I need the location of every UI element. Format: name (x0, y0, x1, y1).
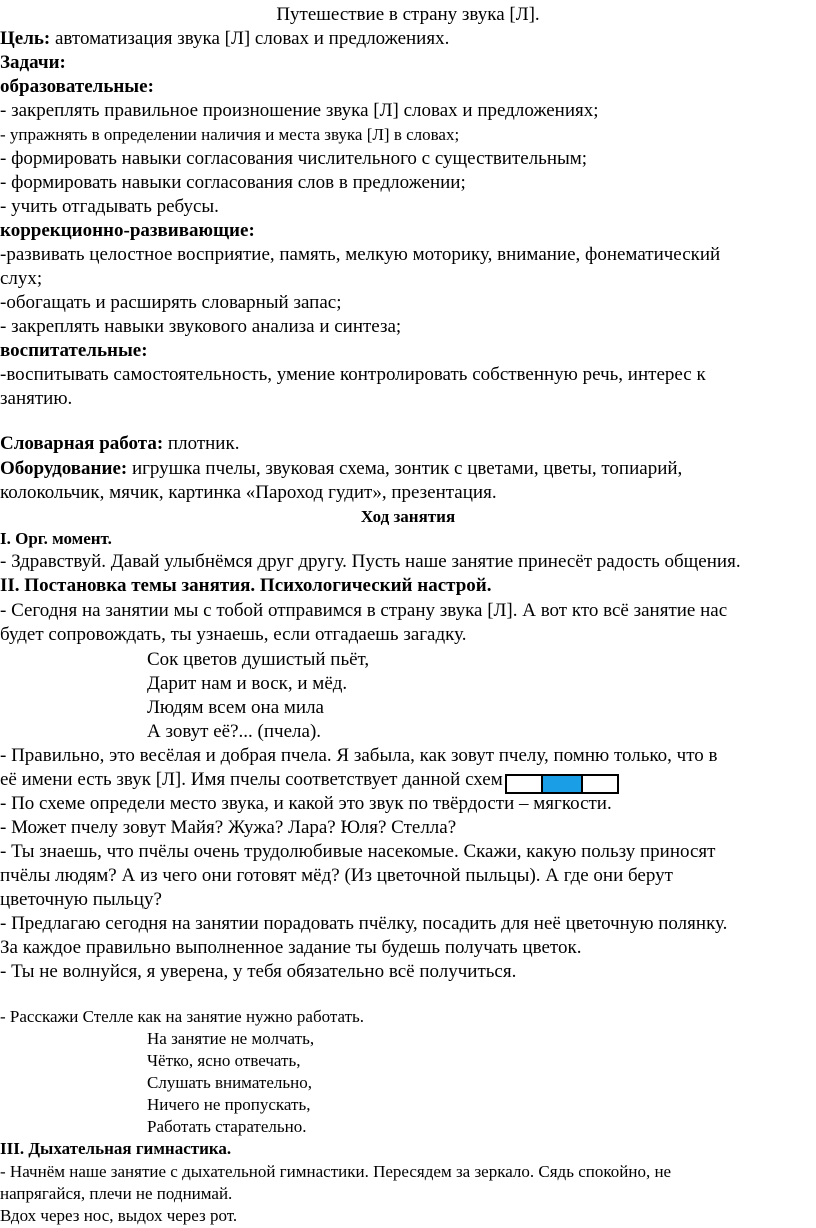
educational-item: - упражнять в определении наличия и места звука [Л] в словах; (0, 125, 460, 144)
scheme-text: её имени есть звук [Л]. Имя пчелы соответствует данной схем (0, 769, 503, 790)
tasks-heading: Задачи: (0, 52, 66, 73)
correctional-line: -развивать целостное восприятие, память, мелкую моторику, внимание, фонематический (0, 244, 721, 265)
section-2-line: - Может пчелу зовут Майя? Жужа? Лара? Юля? Стелла? (0, 817, 457, 838)
section-2-line: - Ты знаешь, что пчёлы очень трудолюбивые насекомые. Скажи, какую пользу приносят (0, 841, 716, 862)
goal-label: Цель: (0, 28, 51, 49)
vocabulary-label: Словарная работа: (0, 433, 164, 454)
upbringing-heading: воспитательные: (0, 340, 148, 361)
equipment-line (0, 457, 682, 481)
educational-item: - формировать навыки согласования слов в предложении; (0, 172, 466, 193)
vocabulary-line (0, 432, 239, 456)
section-1-heading: I. Орг. момент. (0, 529, 112, 548)
riddle-line: Людям всем она мила (147, 697, 324, 718)
equipment-line-2: колокольчик, мячик, картинка «Пароход гудит», презентация. (0, 482, 497, 503)
goal-text: автоматизация звука [Л] словах и предложениях. (50, 28, 450, 49)
vocabulary-text: плотник. (163, 433, 240, 454)
correctional-line: -обогащать и расширять словарный запас; (0, 292, 342, 313)
rule-line: На занятие не молчать, (147, 1029, 315, 1048)
scheme-cell (505, 774, 543, 794)
section-3-line: - Начнём наше занятие с дыхательной гимнастики. Пересядем за зеркало. Сядь спокойно, не (0, 1162, 672, 1181)
section-3-line: напрягайся, плечи не поднимай. (0, 1184, 233, 1203)
rules-intro: - Расскажи Стелле как на занятие нужно работать. (0, 1007, 365, 1026)
document-title: Путешествие в страну звука [Л]. (276, 4, 540, 25)
section-2-line: - Ты не волнуйся, я уверена, у тебя обязательно всё получиться. (0, 961, 517, 982)
section-2-line: - По схеме определи место звука, и какой это звук по твёрдости – мягкости. (0, 793, 612, 814)
equipment-text: игрушка пчелы, звуковая схема, зонтик с цветами, цветы, топиарий, (127, 458, 683, 479)
correctional-line: слух; (0, 268, 43, 289)
section-2-line: За каждое правильно выполненное задание ты будешь получать цветок. (0, 937, 582, 958)
section-1-line: - Здравствуй. Давай улыбнёмся друг другу. Пусть наше занятие принесёт радость общения. (0, 551, 741, 572)
section-2-heading: II. Постановка темы занятия. Психологический настрой. (0, 575, 492, 596)
riddle-line: Дарит нам и воск, и мёд. (147, 673, 348, 694)
educational-item: - закреплять правильное произношение звука [Л] словах и предложениях; (0, 100, 599, 121)
rule-line: Работать старательно. (147, 1117, 307, 1136)
scheme-line (0, 768, 617, 792)
rule-line: Слушать внимательно, (147, 1073, 312, 1092)
upbringing-line: -воспитывать самостоятельность, умение контролировать собственную речь, интерес к (0, 364, 706, 385)
upbringing-line: занятию. (0, 388, 73, 409)
rule-line: Чётко, ясно отвечать, (147, 1051, 301, 1070)
rule-line: Ничего не пропускать, (147, 1095, 311, 1114)
section-3-heading: III. Дыхательная гимнастика. (0, 1139, 232, 1158)
educational-heading: образовательные: (0, 76, 154, 97)
course-heading: Ход занятия (360, 507, 456, 526)
equipment-label: Оборудование: (0, 458, 128, 479)
scheme-cell-highlighted (541, 774, 583, 794)
educational-item: - формировать навыки согласования числительного с существительным; (0, 148, 588, 169)
goal-line (0, 27, 449, 51)
section-2-line: цветочную пыльцу? (0, 889, 162, 910)
correctional-heading: коррекционно-развивающие: (0, 220, 255, 241)
riddle-line: Сок цветов душистый пьёт, (147, 649, 370, 670)
section-2-line: пчёлы людям? А из чего они готовят мёд? (Из цветочной пыльцы). А где они берут (0, 865, 673, 886)
section-3-line: Вдох через нос, выдох через рот. (0, 1206, 238, 1225)
riddle-line: А зовут её?... (пчела). (147, 721, 322, 742)
correctional-line: - закреплять навыки звукового анализа и синтеза; (0, 316, 402, 337)
section-2-line: - Предлагаю сегодня на занятии порадовать пчёлку, посадить для неё цветочную полянку. (0, 913, 728, 934)
section-2-line: - Сегодня на занятии мы с тобой отправимся в страну звука [Л]. А вот кто всё занятие нас (0, 600, 728, 621)
educational-item: - учить отгадывать ребусы. (0, 196, 219, 217)
section-2-line: - Правильно, это весёлая и добрая пчела. Я забыла, как зовут пчелу, помню только, что в (0, 745, 718, 766)
scheme-cell (581, 774, 619, 794)
section-2-line: будет сопровождать, ты узнаешь, если отгадаешь загадку. (0, 624, 467, 645)
